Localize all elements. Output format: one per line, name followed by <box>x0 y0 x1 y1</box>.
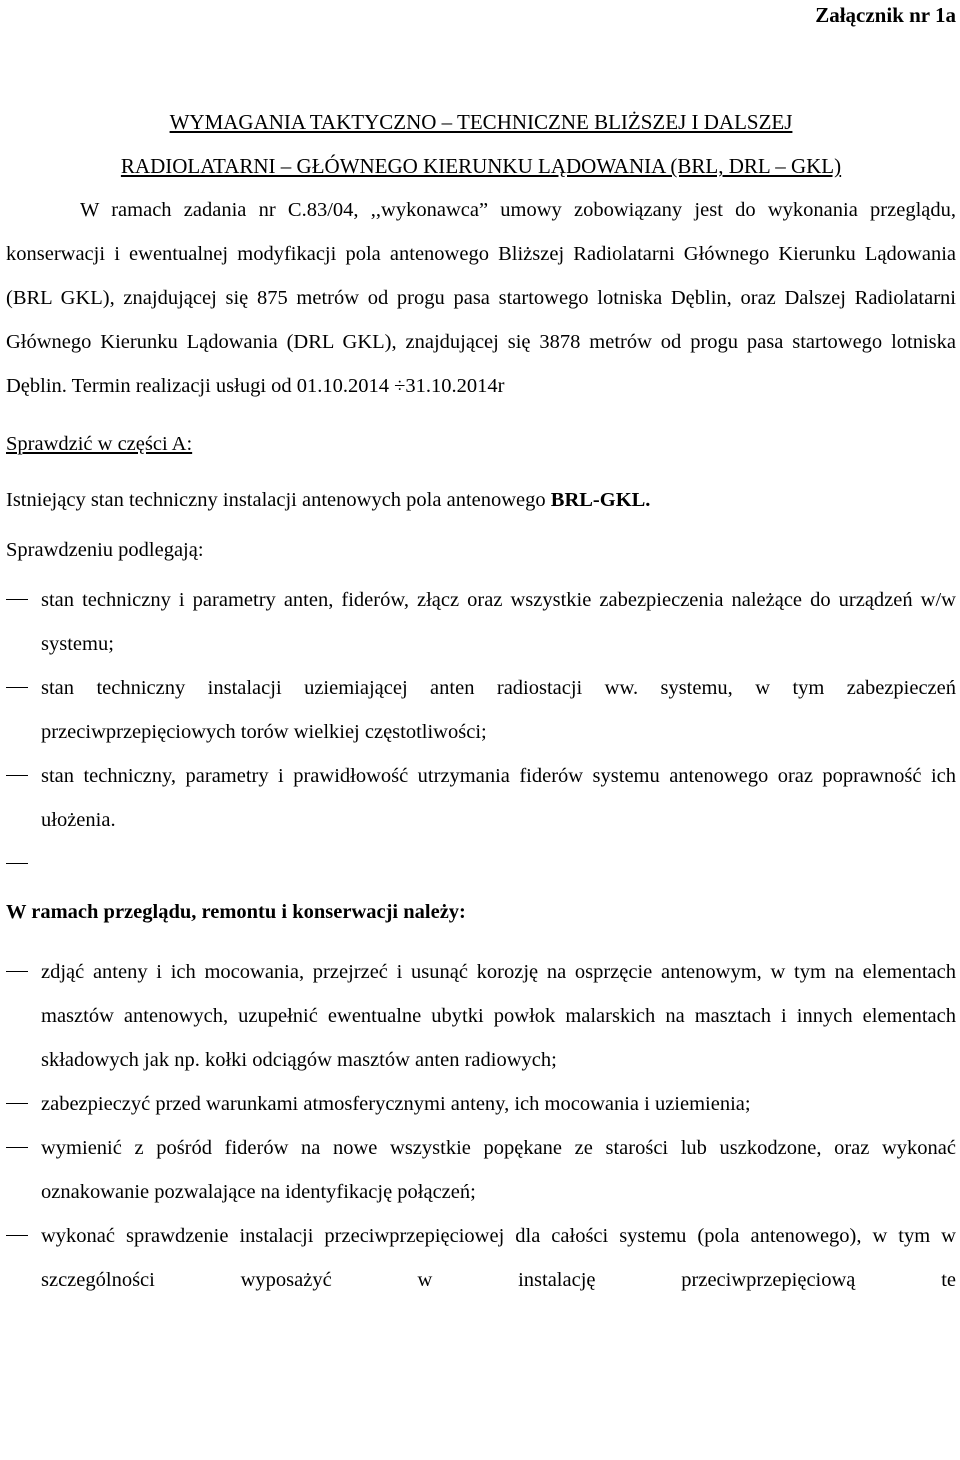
list-item <box>6 1082 956 1126</box>
list-item-text: wymienić z pośród fiderów na nowe wszystkie popękane ze starości lub uszkodzone, oraz wykonać oznakowanie pozwalające na identyfikację połączeń; <box>41 1137 956 1203</box>
list-item-text: stan techniczny instalacji uziemiającej anten radiostacji ww. systemu, w tym zabezpieczeń przeciwprzepięciowych torów wielkiej częstotliwości; <box>41 677 956 743</box>
list-item-text: stan techniczny i parametry anten, fiderów, złącz oraz wszystkie zabezpieczenia należące do urządzeń w/w systemu; <box>41 589 956 655</box>
annex-label: Załącznik nr 1a <box>815 3 956 27</box>
tasks-list <box>6 950 956 1302</box>
list-item-empty <box>6 842 956 886</box>
list-item-text: zdjąć anteny i ich mocowania, przejrzeć i usunąć korozję na osprzęcie antenowym, w tym na elementach masztów antenowych, uzupełnić ewentualne ubytki powłok malarskich na masztach i innych elementach składowych jak np. kołki odciągów masztów anten radiowych; <box>41 961 956 1071</box>
dash-bullet <box>6 599 28 600</box>
tasks-heading: W ramach przeglądu, remontu i konserwacji należy: <box>6 901 466 923</box>
list-item <box>6 578 956 666</box>
intro-paragraph: W ramach zadania nr C.83/04, ,,wykonawca” umowy zobowiązany jest do wykonania przeglądu, konserwacji i ewentualnej modyfikacji pola antenowego Bliższej Radiolatarni Głównego Kierunku Lądowania (BRL GKL), znajdującej się 875 metrów od progu pasa startowego lotniska Dęblin, oraz Dalszej Radiolatarni Głównego Kierunku Lądowania (DRL GKL), znajdującej się 3878 metrów od progu pasa startowego lotniska Dęblin. Termin realizacji usługi od 01.10.2014 ÷31.10.2014r <box>6 199 956 397</box>
list-item-text: stan techniczny, parametry i prawidłowość utrzymania fiderów systemu antenowego oraz poprawność ich ułożenia. <box>41 765 956 831</box>
existing-state-system: BRL-GKL. <box>550 489 651 511</box>
subject-list <box>6 578 956 886</box>
list-item-text: wykonać sprawdzenie instalacji przeciwprzepięciowej dla całości systemu (pola antenowego), w tym w szczególności wyposażyć w instalację przeciwprzepięciową te <box>41 1225 956 1291</box>
list-item-text: zabezpieczyć przed warunkami atmosferycznymi anteny, ich mocowania i uziemienia; <box>41 1093 751 1115</box>
check-heading: Sprawdzić w części A: <box>6 433 193 455</box>
list-item <box>6 1126 956 1214</box>
subject-heading: Sprawdzeniu podlegają: <box>6 539 204 561</box>
title-line-2: RADIOLATARNI – GŁÓWNEGO KIERUNKU LĄDOWANIA (BRL, DRL – GKL) <box>120 154 842 178</box>
dash-bullet <box>6 687 28 688</box>
dash-bullet <box>6 1147 28 1148</box>
title-line-1: WYMAGANIA TAKTYCZNO – TECHNICZNE BLIŻSZEJ I DALSZEJ <box>169 110 793 134</box>
existing-state-paragraph <box>6 478 956 522</box>
document-title <box>6 100 956 188</box>
dash-bullet <box>6 863 28 864</box>
list-item <box>6 666 956 754</box>
list-item <box>6 950 956 1082</box>
list-item <box>6 1214 956 1302</box>
list-item <box>6 754 956 842</box>
dash-bullet <box>6 775 28 776</box>
existing-state-text: Istniejący stan techniczny instalacji antenowych pola antenowego <box>6 489 551 511</box>
dash-bullet <box>6 1235 28 1236</box>
dash-bullet <box>6 971 28 972</box>
dash-bullet <box>6 1103 28 1104</box>
